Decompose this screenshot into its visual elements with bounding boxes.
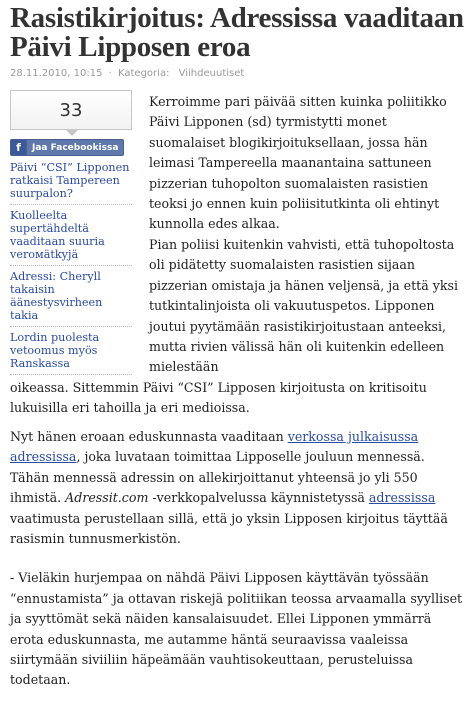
publish-date: 28.11.2010, 10:15 [10,68,103,79]
petition-link-2[interactable]: adressissa [368,490,436,506]
article-paragraph-2 [10,235,465,419]
article-body-top [149,92,465,254]
facebook-icon: f [11,140,27,155]
p3-text-c: -verkkopalvelussa käynnistetyssä [148,490,369,506]
p3-text-b: , joka luvataan toimittaa Lipposelle jouluun mennessä. Tähän mennessä adressin on allekirjoittanut yhteensä jo yli 550 ihmistä. [10,449,425,506]
related-article-link[interactable]: Kuolleelta supertähdeltä vaaditaan suuria verомätkyjä [10,208,132,266]
category-label: Kategoria: [118,68,170,79]
petition-link[interactable]: verkossa julkaisussa adressissa [10,429,419,465]
paragraph-2-indented: Pian poliisi kuitenkin vahvisti, että tuhopoltosta oli pidätetty suomalaisten rasistien sijaan pizzerian omistaja ja hänen veljensä, ja että yksi tutkintalinjoista oli vakuutuspetos. Lipponen joutui pyytämään rasistikirjoitustaan anteeksi, mutta rivien välissä hän oli kuitenkin edelleen mielestään [149,237,458,375]
article-meta [10,68,465,79]
related-article-link[interactable]: Lordin puolesta vetoomus myös Ranskassa [10,330,132,375]
meta-separator: · [108,68,112,79]
related-article-link[interactable]: Päivi “CSI” Lipponen ratkaisi Tampereen suurpalon? [10,160,132,205]
article-body-bottom [10,427,465,710]
article-paragraph-4: - Vieläkin hurjempaa on nähdä Päivi Lipposen käyttävän työssään “ennustamista” ja ottavan riskejä politiikan teossa arvaamalla syylliset ja syyttömät sekä näiden kansalaisuudet. Ellei Lipponen ymmärrä erota eduskunnasta, me autamme häntä seuraavissa vaaleissa siirtymään siviiliin häpeämään vauhtisokeuttaan, perusteluissa todetaan. [10,570,463,688]
p3-text-a: Nyt hänen eroaan eduskunnasta vaaditaan [10,429,288,444]
site-name: Adressit.com [65,490,149,506]
share-count: 33 [10,90,132,130]
article-paragraph-1: Kerroimme pari päivää sitten kuinka poliitikko Päivi Lipponen (sd) tyrmistytti monet suomalaiset blogikirjoituksellaan, jossa hän leimasi Tampereella maanantaina sattuneen pizzerian tuhopolton suomalaisten rasistien teoksi jo ennen kuin poliisitutkinta oli ehtinyt kunnolla edes alkaa. [149,94,447,232]
facebook-share-label: Jaa Facebookissa [32,142,119,153]
article-headline: Rasistikirjoitus: Adressissa vaaditaan Päivi Lipposen eroa [10,2,464,63]
p3-text-d: vaatimusta perustellaan sillä, että jo yksin Lipposen kirjoitus täyttää rasismin tunnusmerkistön. [10,510,448,547]
article-paragraph-3 [10,427,465,549]
paragraph-2-full: oikeassa. Sittemmin Päivi “CSI” Lipposen kirjoitusta on kritisoitu lukuisilla eri tahoilla ja eri medioissa. [10,379,427,416]
category-link[interactable]: Viihdeuutiset [178,68,245,79]
related-article-link[interactable]: Adressi: Cheryll takaisin äänestysvirheen takia [10,269,132,327]
facebook-share-button[interactable] [10,139,124,156]
